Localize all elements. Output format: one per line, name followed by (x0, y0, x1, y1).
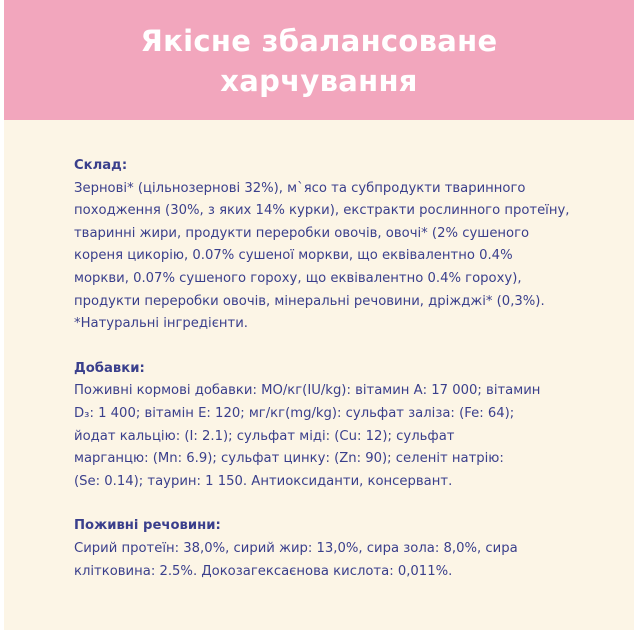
ingredients-content (74, 155, 594, 605)
additives-line: D₃: 1 400; вітамін Е: 120; мг/кг(mg/kg): сульфат заліза: (Fe: 64); (74, 405, 515, 421)
additives-section (74, 358, 594, 494)
nutrients-line: клітковина: 2.5%. Докозагексаєнова кислота: 0,011%. (74, 563, 453, 579)
composition-line: походження (30%, з яких 14% курки), екстракти рослинного протеїну, (74, 203, 570, 219)
header-banner (4, 0, 634, 120)
additives-line: Поживні кормові добавки: МО/кг(IU/kg): вітамин А: 17 000; вітамин (74, 383, 541, 399)
composition-line: кореня цикорію, 0.07% сушеної моркви, що еквівалентно 0.4% (74, 248, 513, 264)
composition-footnote: *Натуральні інгредієнти. (74, 316, 248, 332)
composition-heading: Склад: (74, 158, 128, 173)
nutrients-line: Сирий протеїн: 38,0%, сирий жир: 13,0%, сира зола: 8,0%, сира (74, 540, 518, 556)
additives-line: марганцю: (Mn: 6.9); сульфат цинку: (Zn: 90); селеніт натрію: (74, 451, 504, 467)
nutrients-section (74, 515, 594, 583)
page-title: Якісне збалансоване харчування (140, 24, 498, 98)
additives-line: (Se: 0.14); таурин: 1 150. Антиоксиданти, консервант. (74, 473, 453, 489)
composition-section (74, 155, 594, 336)
additives-line: йодат кальцію: (I: 2.1); сульфат міді: (Cu: 12); сульфат (74, 428, 455, 444)
additives-heading: Добавки: (74, 360, 145, 376)
composition-line: Зернові* (цільнозернові 32%), м`ясо та субпродукти тваринного (74, 180, 526, 196)
nutrients-heading: Поживні речовини: (74, 518, 221, 534)
composition-line: моркви, 0.07% сушеного гороху, що еквівалентно 0.4% гороху), (74, 270, 522, 286)
composition-line: продукти переробки овочів, мінеральні речовини, дріжджі* (0,3%). (74, 293, 545, 309)
composition-line: тваринні жири, продукти переробки овочів, овочі* (2% сушеного (74, 225, 530, 241)
product-info-card (4, 0, 634, 630)
